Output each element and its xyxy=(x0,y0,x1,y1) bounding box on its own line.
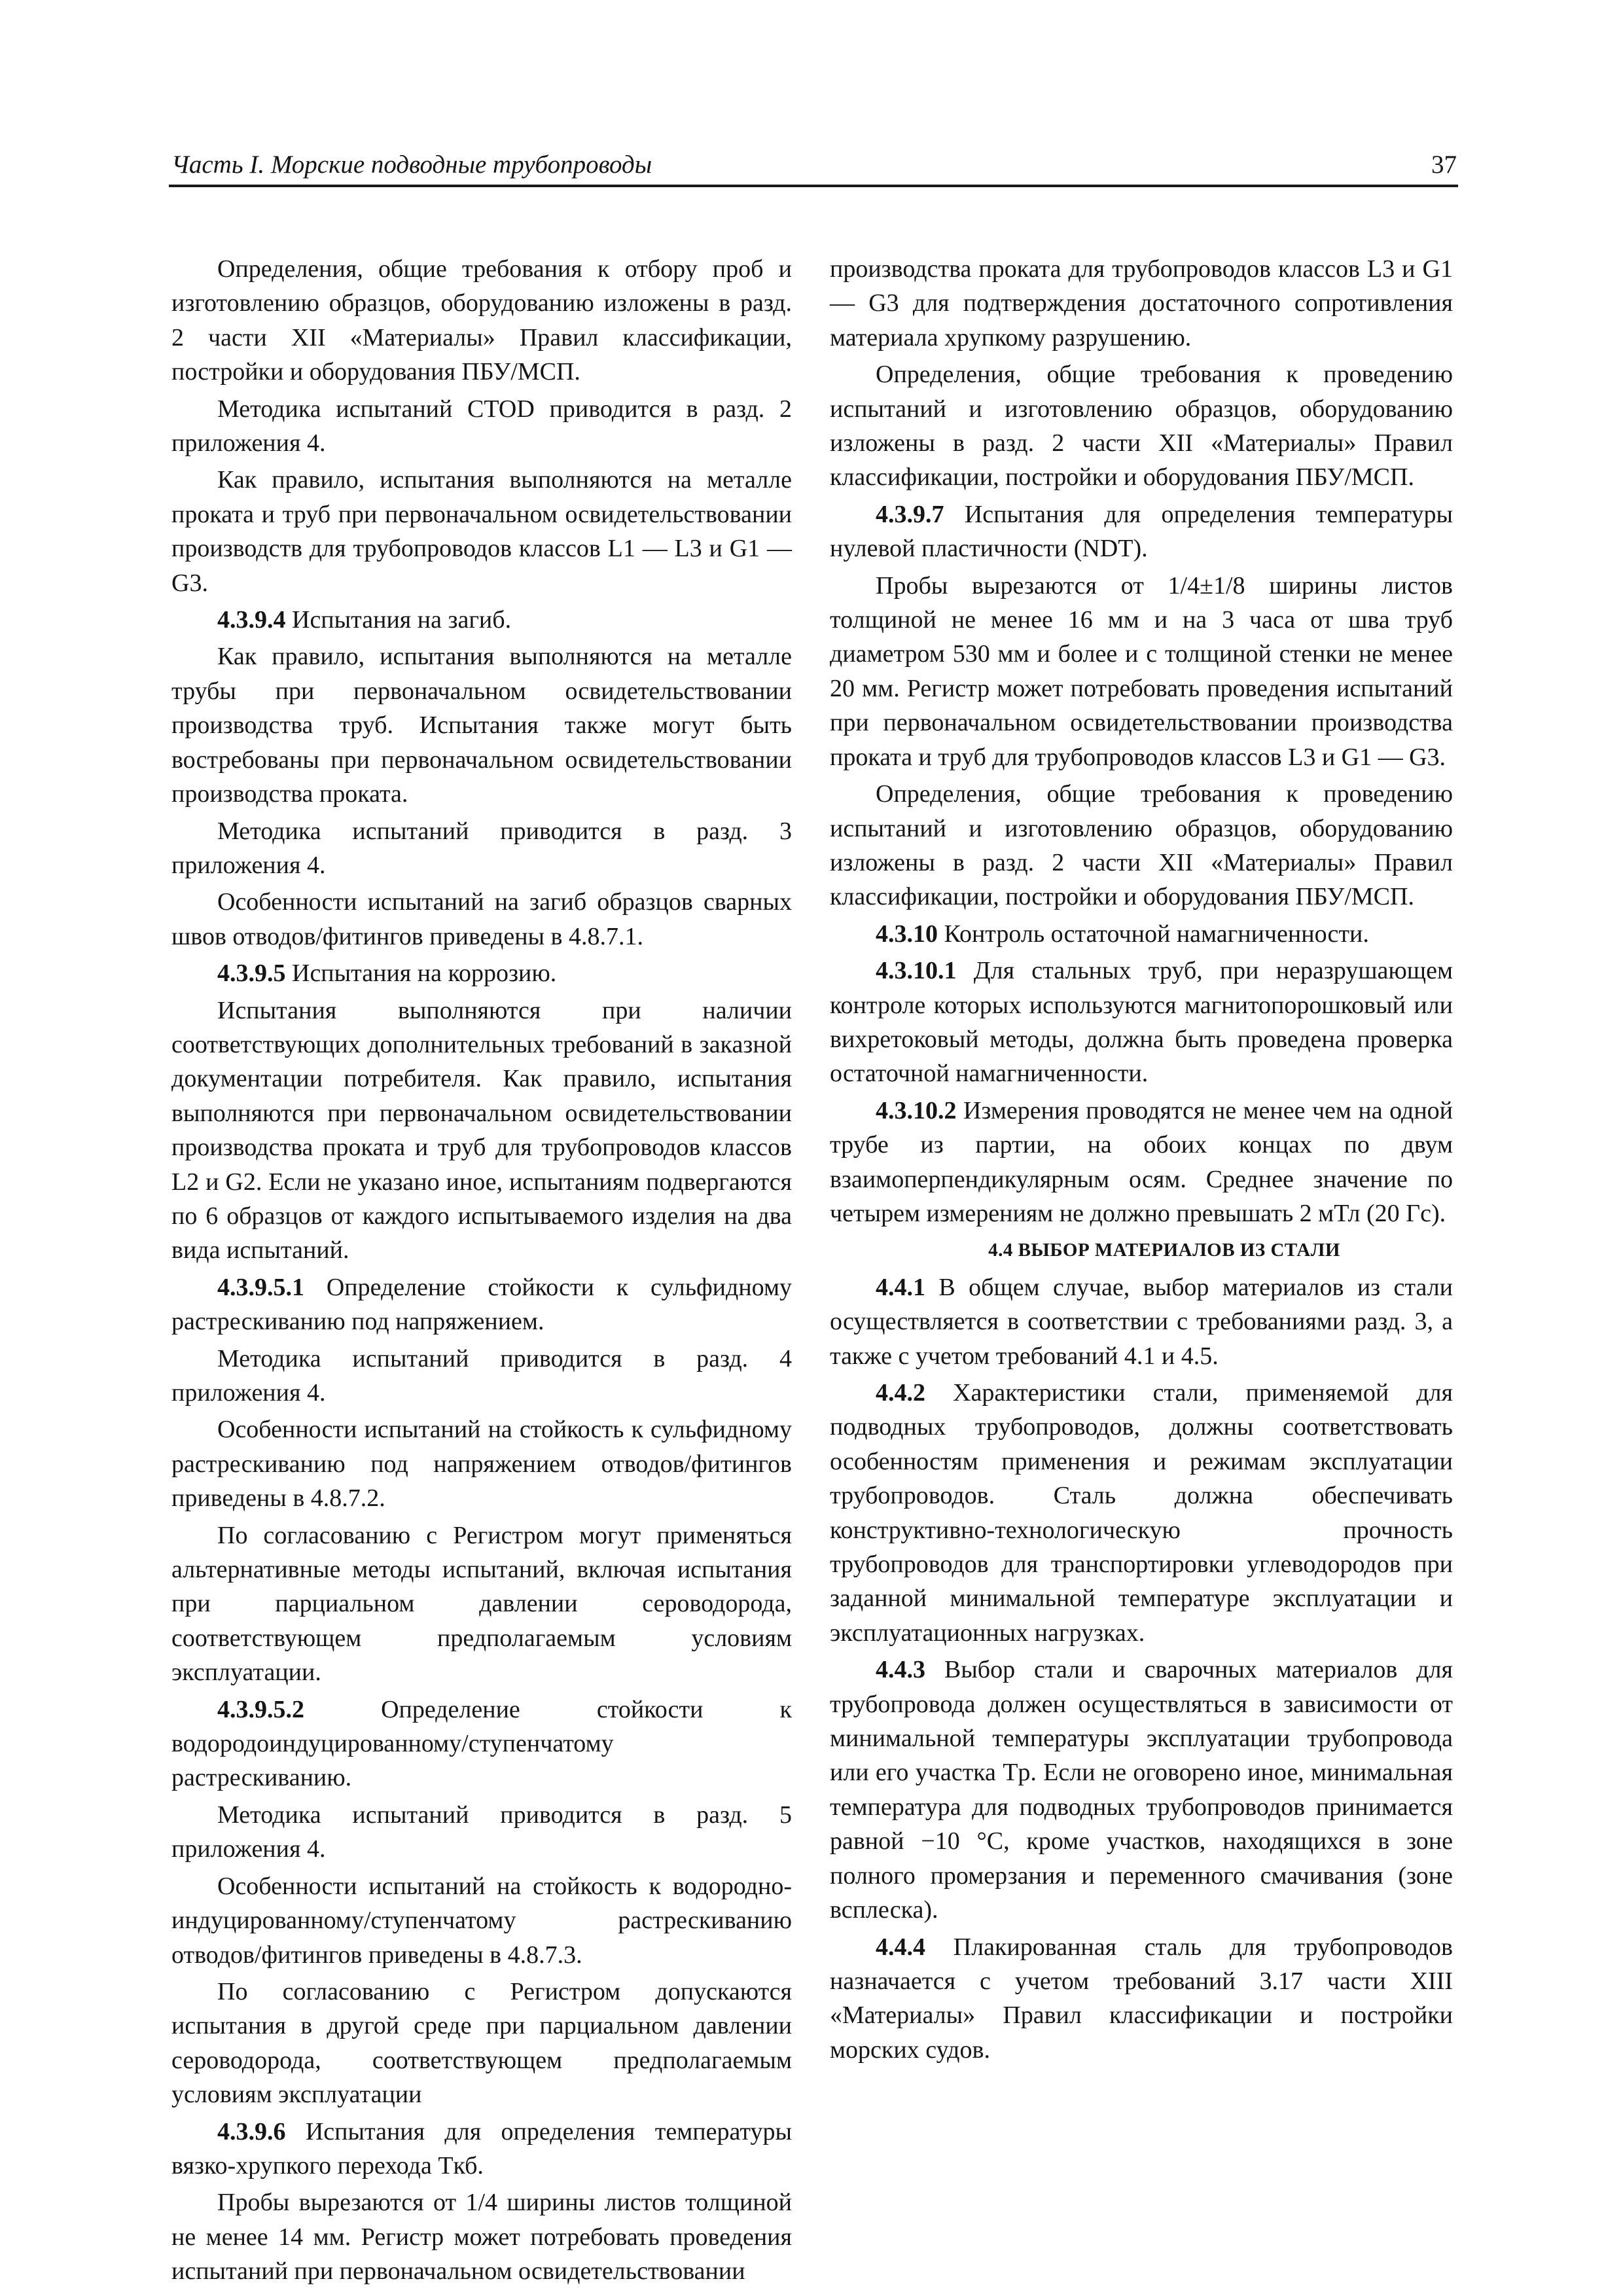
paragraph xyxy=(830,1094,1453,1231)
paragraph xyxy=(171,814,792,883)
paragraph-text: Испытания выполняются при наличии соответствующих дополнительных требований в заказной документации потребителя. Как правило, испытания выполняются при первоначальном освидетельствовании производства проката и труб для трубопроводов классов L2 и G2. Если не указано иное, испытаниям подвергаются по 6 образцов от каждого испытываемого изделия на два вида испытаний. xyxy=(171,996,792,1265)
paragraph-text: Плакированная сталь для трубопроводов назначается с учетом требований 3.17 части XIII «Материалы» Правил классификации и постройки морских судов. xyxy=(830,1933,1453,2064)
paragraph xyxy=(171,2115,792,2183)
paragraph-text: Контроль остаточной намагниченности. xyxy=(938,920,1369,948)
paragraph-text: По согласованию с Регистром допускаются испытания в другой среде при парциальном давлении сероводорода, соответствующем предполагаемым условиям эксплуатации xyxy=(171,1977,792,2109)
paragraph xyxy=(171,994,792,1268)
paragraph-text: производства проката для трубопроводов классов L3 и G1 — G3 для подтверждения достаточного сопротивления материала хрупкому разрушению. xyxy=(830,255,1453,351)
paragraph-text: Определения, общие требования к проведению испытаний и изготовлению образцов, оборудованию изложены в разд. 2 части XII «Материалы» Правил классификации, постройки и оборудования ПБУ/МСП. xyxy=(830,361,1453,492)
clause-number: 4.3.9.5.1 xyxy=(217,1273,304,1301)
paragraph-text: Определения, общие требования к проведению испытаний и изготовлению образцов, оборудованию изложены в разд. 2 части XII «Материалы» Правил классификации, постройки и оборудования ПБУ/МСП. xyxy=(830,780,1453,911)
clause-number: 4.3.9.4 xyxy=(217,606,286,634)
clause-number: 4.3.9.7 xyxy=(876,500,944,528)
paragraph xyxy=(830,357,1453,495)
clause-number: 4.3.10.1 xyxy=(876,957,957,985)
paragraph-text: Методика испытаний приводится в разд. 3 приложения 4. xyxy=(171,817,792,879)
clause-number: 4.3.9.6 xyxy=(217,2117,286,2145)
clause-number: 4.3.9.5.2 xyxy=(217,1695,304,1723)
clause-number: 4.3.10 xyxy=(876,920,938,948)
right-column xyxy=(830,252,1453,2070)
section-heading: 4.4 ВЫБОР МАТЕРИАЛОВ ИЗ СТАЛИ xyxy=(988,1240,1340,1261)
paragraph xyxy=(171,392,792,461)
paragraph-text: Испытания для определения температуры нулевой пластичности (NDT). xyxy=(830,500,1453,563)
paragraph xyxy=(830,497,1453,566)
paragraph-text: Характеристики стали, применяемой для подводных трубопроводов, должны соответствовать особенностям применения и режимам эксплуатации трубопроводов. Сталь должна обеспечивать конструктивно-технологическую прочность трубопроводов для транспортировки углеводородов при заданной минимальной температуре эксплуатации и эксплуатационных нагрузках. xyxy=(830,1379,1453,1647)
paragraph xyxy=(171,1412,792,1515)
paragraph xyxy=(830,569,1453,774)
clause-number: 4.4.3 xyxy=(876,1656,925,1684)
paragraph-text: Особенности испытаний на стойкость к сульфидному растрескиванию под напряжением отводов/фитингов приведены в 4.8.7.2. xyxy=(171,1416,792,1513)
paragraph-text: Пробы вырезаются от 1/4±1/8 ширины листов толщиной не менее 16 мм и на 3 часа от шва труб диаметром 530 мм и более и с толщиной стенки не менее 20 мм. Регистр может потребовать проведения испытаний при первоначальном освидетельствовании производства проката и труб для трубопроводов классов L3 и G1 — G3. xyxy=(830,571,1453,771)
header-title: Часть I. Морские подводные трубопроводы xyxy=(171,151,652,179)
paragraph xyxy=(171,956,792,990)
running-header xyxy=(169,145,1458,187)
paragraph-text: Испытания на коррозию. xyxy=(285,960,557,988)
paragraph xyxy=(171,1518,792,1690)
paragraph xyxy=(171,1342,792,1410)
clause-number: 4.4.4 xyxy=(876,1933,925,1961)
left-column xyxy=(171,252,792,2291)
clause-number: 4.3.10.2 xyxy=(876,1096,957,1124)
paragraph-text: Как правило, испытания выполняются на металле проката и труб при первоначальном освидетельствовании производств для трубопроводов классов L1 — L3 и G1 — G3. xyxy=(171,466,792,597)
clause-number: 4.3.9.5 xyxy=(217,960,286,988)
paragraph xyxy=(830,1270,1453,1373)
paragraph xyxy=(171,1270,792,1339)
paragraph-text: Пробы вырезаются от 1/4 ширины листов толщиной не менее 14 мм. Регистр может потребовать проведения испытаний при первоначальном освидетельствовании xyxy=(171,2189,792,2286)
paragraph xyxy=(830,917,1453,951)
clause-number: 4.4.2 xyxy=(876,1379,925,1407)
paragraph xyxy=(171,1975,792,2112)
paragraph-text: Методика испытаний приводится в разд. 4 приложения 4. xyxy=(171,1344,792,1407)
paragraph-text: Определение стойкости к сульфидному растрескиванию под напряжением. xyxy=(171,1273,792,1336)
paragraph-text: Испытания для определения температуры вязко-хрупкого перехода Tкб. xyxy=(171,2117,792,2179)
paragraph xyxy=(171,1798,792,1867)
paragraph-text: Измерения проводятся не менее чем на одной трубе из партии, на обоих концах по двум взаимоперпендикулярным осям. Среднее значение по четырем измерениям не должно превышать 2 мТл (20 Гс). xyxy=(830,1096,1453,1227)
paragraph xyxy=(830,252,1453,355)
paragraph xyxy=(830,1653,1453,1927)
paragraph-text: Методика испытаний приводится в разд. 5 приложения 4. xyxy=(171,1801,792,1863)
paragraph xyxy=(171,885,792,954)
paragraph-text: Для стальных труб, при неразрушающем контроле которых используются магнитопорошковый или вихретоковый методы, должна быть проведена проверка остаточной намагниченности. xyxy=(830,957,1453,1088)
paragraph xyxy=(171,1869,792,1972)
paragraph-text: Определение стойкости к водородоиндуцированному/ступенчатому растрескиванию. xyxy=(171,1695,792,1792)
paragraph-text: Особенности испытаний на стойкость к водородно-индуцированному/ступенчатому растрескиванию отводов/фитингов приведены в 4.8.7.3. xyxy=(171,1872,792,1969)
paragraph-text: Особенности испытаний на загиб образцов сварных швов отводов/фитингов приведены в 4.8.7.1. xyxy=(171,888,792,950)
paragraph-text: В общем случае, выбор материалов из стали осуществляется в соответствии с требованиями разд. 3, а также с учетом требований 4.1 и 4.5. xyxy=(830,1273,1453,1370)
paragraph xyxy=(171,463,792,600)
clause-number: 4.4.1 xyxy=(876,1273,925,1301)
paragraph-text: Испытания на загиб. xyxy=(285,606,512,634)
paragraph-text: Определения, общие требования к отбору проб и изготовлению образцов, оборудованию изложены в разд. 2 части XII «Материалы» Правил классификации, постройки и оборудования ПБУ/МСП. xyxy=(171,255,792,386)
paragraph xyxy=(171,639,792,811)
paragraph xyxy=(171,252,792,389)
paragraph xyxy=(171,1693,792,1795)
page-number: 37 xyxy=(1431,151,1457,179)
paragraph-text: Методика испытаний CTOD приводится в разд. 2 приложения 4. xyxy=(171,395,792,457)
paragraph xyxy=(830,1376,1453,1650)
paragraph xyxy=(171,2185,792,2288)
paragraph-text: По согласованию с Регистром могут применяться альтернативные методы испытаний, включая испытания при парциальном давлении сероводорода, соответствующем предполагаемым условиям эксплуатации. xyxy=(171,1521,792,1687)
paragraph xyxy=(830,954,1453,1091)
paragraph-text: Как правило, испытания выполняются на металле трубы при первоначальном освидетельствовании производства труб. Испытания также могут быть востребованы при первоначальном освидетельствовании производства проката. xyxy=(171,643,792,808)
paragraph-text: Выбор стали и сварочных материалов для трубопровода должен осуществляться в зависимости от минимальной температуры эксплуатации трубопровода или его участка Tр. Если не оговорено иное, минимальная температура для подводных трубопроводов принимается равной −10 °С, кроме участков, находящихся в зоне полного промерзания и переменного смачивания (зоне всплеска). xyxy=(830,1656,1453,1924)
paragraph xyxy=(830,1930,1453,2068)
paragraph xyxy=(830,777,1453,914)
paragraph xyxy=(171,603,792,637)
